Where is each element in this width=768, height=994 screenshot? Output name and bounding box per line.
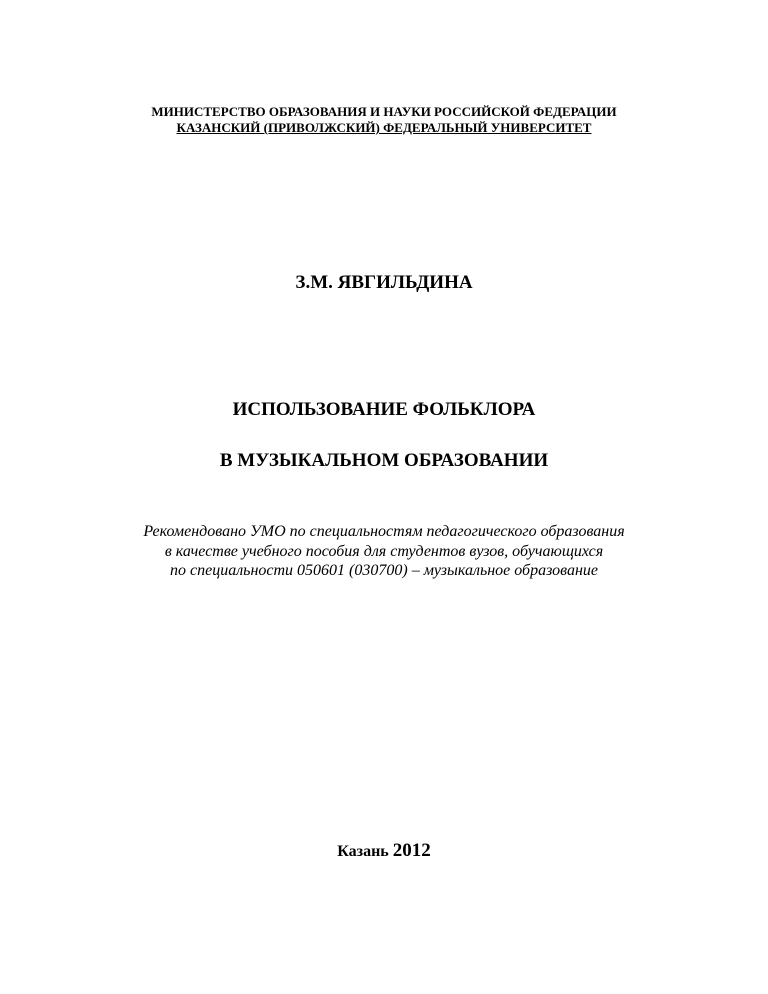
book-title-line-2: В МУЗЫКАЛЬНОМ ОБРАЗОВАНИИ: [219, 450, 549, 471]
recommendation-line-1: Рекомендовано УМО по специальностям педагогического образования: [143, 523, 625, 540]
recommendation-line-2: в качестве учебного пособия для студентов вузов, обучающихся: [164, 543, 604, 560]
ministry-heading: МИНИСТЕРСТВО ОБРАЗОВАНИЯ И НАУКИ РОССИЙСКОЙ ФЕДЕРАЦИИ: [151, 104, 617, 119]
imprint: [0, 838, 768, 865]
recommendation-line-3: по специальности 050601 (030700) – музыкальное образование: [169, 562, 598, 579]
book-title-line-1: ИСПОЛЬЗОВАНИЕ ФОЛЬКЛОРА: [232, 399, 536, 420]
university-heading: КАЗАНСКИЙ (ПРИВОЛЖСКИЙ) ФЕДЕРАЛЬНЫЙ УНИВЕРСИТЕТ: [176, 120, 592, 135]
imprint-city: Казань: [337, 843, 389, 860]
author-name: З.М. ЯВГИЛЬДИНА: [295, 272, 473, 293]
imprint-year: 2012: [392, 840, 431, 861]
